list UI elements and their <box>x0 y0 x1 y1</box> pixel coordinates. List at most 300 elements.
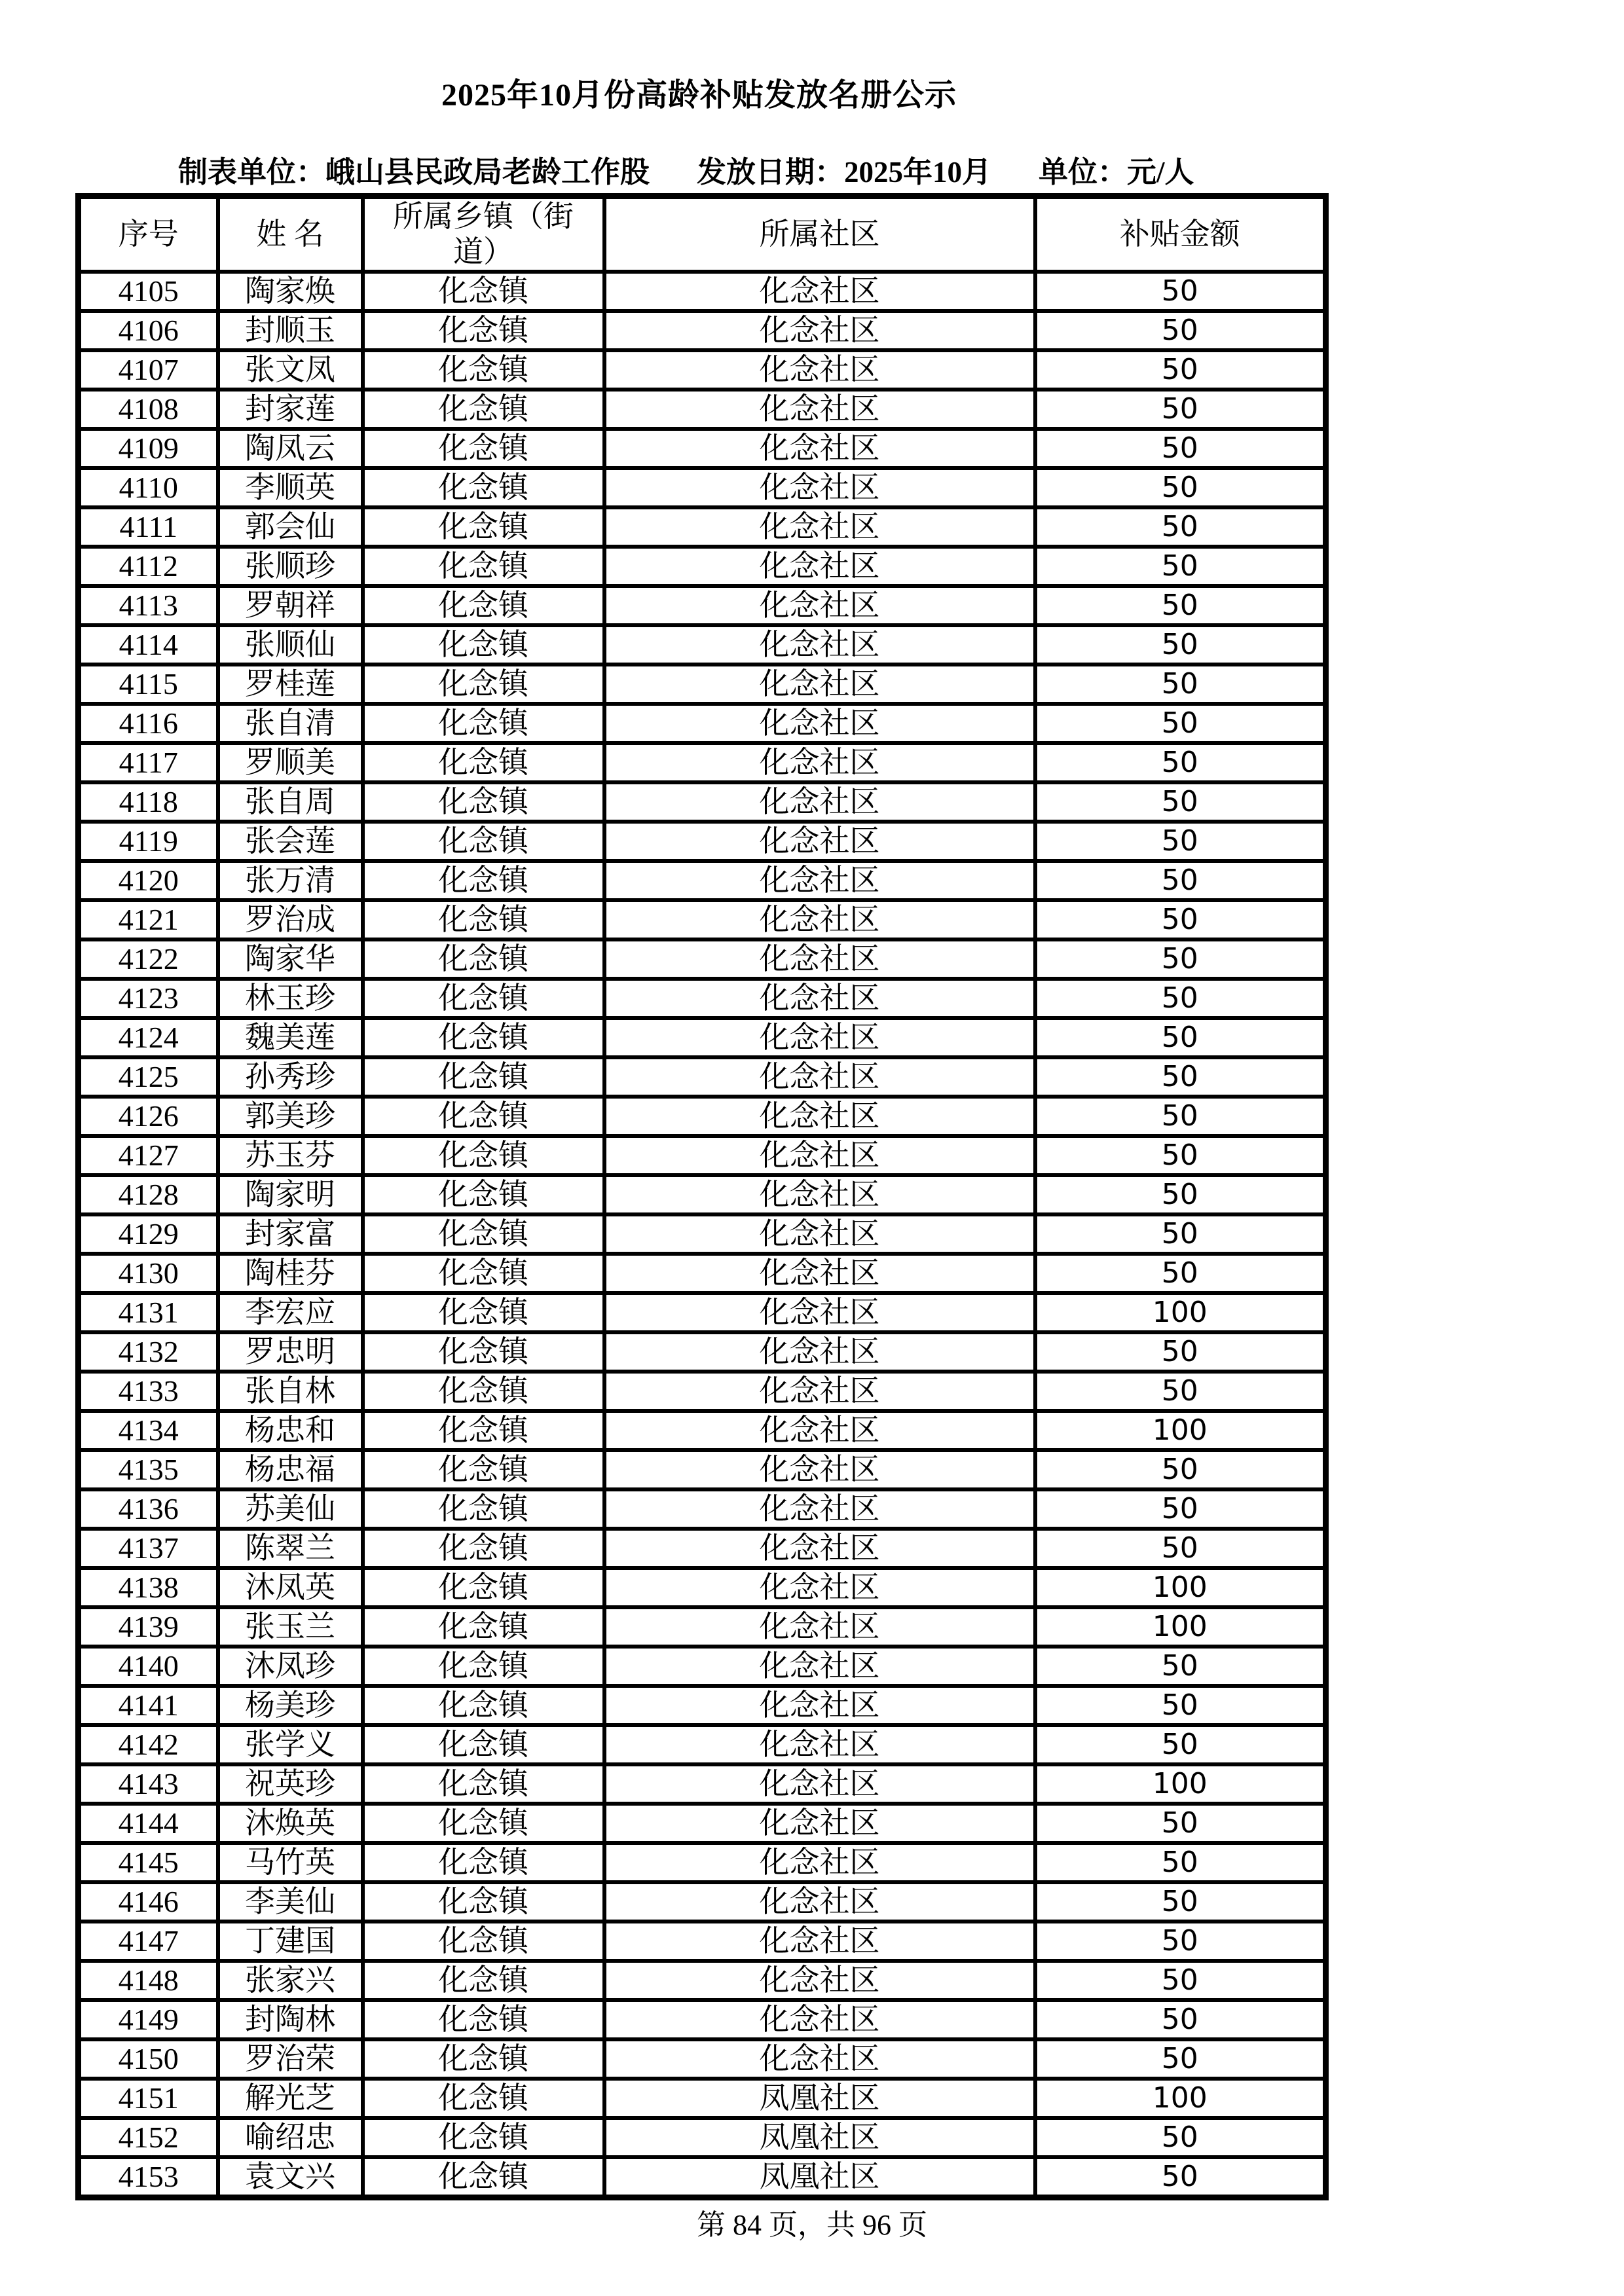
amount-cell: 50 <box>1035 1136 1326 1175</box>
serial-cell: 4111 <box>79 507 218 547</box>
amount-cell: 100 <box>1035 1568 1326 1607</box>
amount-cell: 50 <box>1035 1922 1326 1961</box>
name-cell: 张玉兰 <box>218 1607 363 1647</box>
table-row <box>79 1961 1326 2000</box>
town-cell: 化念镇 <box>363 939 604 979</box>
table-row <box>79 272 1326 311</box>
amount-cell: 50 <box>1035 1175 1326 1214</box>
community-cell: 化念社区 <box>604 782 1035 822</box>
community-cell: 化念社区 <box>604 507 1035 547</box>
amount-cell: 50 <box>1035 350 1326 390</box>
town-cell: 化念镇 <box>363 350 604 390</box>
table-row <box>79 1607 1326 1647</box>
amount-cell: 50 <box>1035 625 1326 665</box>
table-row <box>79 1450 1326 1489</box>
unit-label: 单位：元/人 <box>1039 156 1194 189</box>
town-cell: 化念镇 <box>363 1293 604 1332</box>
amount-cell: 50 <box>1035 2157 1326 2198</box>
community-cell: 化念社区 <box>604 704 1035 743</box>
table-row <box>79 1372 1326 1411</box>
amount-cell: 50 <box>1035 1804 1326 1843</box>
name-cell: 沐焕英 <box>218 1804 363 1843</box>
community-cell: 化念社区 <box>604 468 1035 507</box>
community-cell: 化念社区 <box>604 1607 1035 1647</box>
name-cell: 杨忠福 <box>218 1450 363 1489</box>
serial-cell: 4152 <box>79 2118 218 2157</box>
amount-cell: 50 <box>1035 2039 1326 2079</box>
serial-cell: 4140 <box>79 1647 218 1686</box>
table-row <box>79 1647 1326 1686</box>
name-cell: 陶凤云 <box>218 429 363 468</box>
table-row <box>79 1725 1326 1764</box>
community-cell: 凤凰社区 <box>604 2157 1035 2198</box>
amount-cell: 50 <box>1035 1843 1326 1882</box>
amount-cell: 50 <box>1035 1018 1326 1057</box>
name-cell: 沐凤英 <box>218 1568 363 1607</box>
serial-cell: 4126 <box>79 1097 218 1136</box>
amount-cell: 50 <box>1035 429 1326 468</box>
town-cell: 化念镇 <box>363 468 604 507</box>
amount-cell: 50 <box>1035 1254 1326 1293</box>
amount-cell: 50 <box>1035 1529 1326 1568</box>
town-cell: 化念镇 <box>363 507 604 547</box>
amount-cell: 50 <box>1035 861 1326 900</box>
table-row <box>79 782 1326 822</box>
community-cell: 化念社区 <box>604 1450 1035 1489</box>
name-cell: 祝英珍 <box>218 1764 363 1804</box>
town-cell: 化念镇 <box>363 822 604 861</box>
serial-cell: 4146 <box>79 1882 218 1922</box>
community-cell: 化念社区 <box>604 311 1035 350</box>
name-cell: 罗顺美 <box>218 743 363 782</box>
table-row <box>79 861 1326 900</box>
name-cell: 罗治成 <box>218 900 363 939</box>
serial-cell: 4143 <box>79 1764 218 1804</box>
community-cell: 化念社区 <box>604 1254 1035 1293</box>
amount-cell: 50 <box>1035 1057 1326 1097</box>
name-cell: 李美仙 <box>218 1882 363 1922</box>
community-cell: 化念社区 <box>604 743 1035 782</box>
town-cell: 化念镇 <box>363 1254 604 1293</box>
name-cell: 袁文兴 <box>218 2157 363 2198</box>
town-cell: 化念镇 <box>363 1175 604 1214</box>
community-cell: 化念社区 <box>604 1647 1035 1686</box>
name-cell: 解光芝 <box>218 2079 363 2118</box>
name-cell: 封家富 <box>218 1214 363 1254</box>
serial-cell: 4136 <box>79 1489 218 1529</box>
town-cell: 化念镇 <box>363 1450 604 1489</box>
table-row <box>79 1293 1326 1332</box>
community-cell: 化念社区 <box>604 429 1035 468</box>
table-row <box>79 2000 1326 2039</box>
table-row <box>79 979 1326 1018</box>
serial-cell: 4147 <box>79 1922 218 1961</box>
community-cell: 化念社区 <box>604 547 1035 586</box>
name-cell: 陈翠兰 <box>218 1529 363 1568</box>
community-cell: 化念社区 <box>604 1568 1035 1607</box>
name-cell: 沐凤珍 <box>218 1647 363 1686</box>
serial-cell: 4119 <box>79 822 218 861</box>
amount-cell: 50 <box>1035 822 1326 861</box>
town-cell: 化念镇 <box>363 2039 604 2079</box>
community-cell: 化念社区 <box>604 861 1035 900</box>
table-row <box>79 822 1326 861</box>
serial-cell: 4153 <box>79 2157 218 2198</box>
serial-cell: 4137 <box>79 1529 218 1568</box>
community-cell: 化念社区 <box>604 1411 1035 1450</box>
page-number-footer: 第 84 页，共 96 页 <box>697 2209 927 2241</box>
table-row <box>79 1882 1326 1922</box>
town-cell: 化念镇 <box>363 625 604 665</box>
town-cell: 化念镇 <box>363 900 604 939</box>
table-row <box>79 350 1326 390</box>
community-cell: 凤凰社区 <box>604 2079 1035 2118</box>
town-cell: 化念镇 <box>363 1961 604 2000</box>
community-cell: 凤凰社区 <box>604 2118 1035 2157</box>
amount-cell: 50 <box>1035 900 1326 939</box>
serial-cell: 4114 <box>79 625 218 665</box>
community-cell: 化念社区 <box>604 272 1035 311</box>
community-cell: 化念社区 <box>604 665 1035 704</box>
town-cell: 化念镇 <box>363 704 604 743</box>
town-cell: 化念镇 <box>363 1804 604 1843</box>
amount-cell: 50 <box>1035 1961 1326 2000</box>
amount-cell: 50 <box>1035 1097 1326 1136</box>
name-cell: 封陶林 <box>218 2000 363 2039</box>
amount-cell: 50 <box>1035 468 1326 507</box>
table-row <box>79 1254 1326 1293</box>
name-cell: 陶家明 <box>218 1175 363 1214</box>
serial-cell: 4145 <box>79 1843 218 1882</box>
town-cell: 化念镇 <box>363 390 604 429</box>
community-cell: 化念社区 <box>604 1372 1035 1411</box>
table-row <box>79 1568 1326 1607</box>
community-cell: 化念社区 <box>604 1529 1035 1568</box>
header-name: 姓 名 <box>218 196 363 272</box>
amount-cell: 50 <box>1035 272 1326 311</box>
amount-cell: 50 <box>1035 1450 1326 1489</box>
town-cell: 化念镇 <box>363 1922 604 1961</box>
community-cell: 化念社区 <box>604 1057 1035 1097</box>
table-row <box>79 507 1326 547</box>
serial-cell: 4110 <box>79 468 218 507</box>
serial-cell: 4129 <box>79 1214 218 1254</box>
serial-cell: 4112 <box>79 547 218 586</box>
name-cell: 马竹英 <box>218 1843 363 1882</box>
community-cell: 化念社区 <box>604 1922 1035 1961</box>
town-cell: 化念镇 <box>363 1411 604 1450</box>
town-cell: 化念镇 <box>363 1568 604 1607</box>
town-cell: 化念镇 <box>363 429 604 468</box>
town-cell: 化念镇 <box>363 547 604 586</box>
table-row <box>79 390 1326 429</box>
name-cell: 杨美珍 <box>218 1686 363 1725</box>
amount-cell: 100 <box>1035 1411 1326 1450</box>
name-cell: 苏美仙 <box>218 1489 363 1529</box>
table-meta-line <box>178 148 1194 191</box>
table-row <box>79 1018 1326 1057</box>
community-cell: 化念社区 <box>604 979 1035 1018</box>
serial-cell: 4150 <box>79 2039 218 2079</box>
name-cell: 孙秀珍 <box>218 1057 363 1097</box>
serial-cell: 4142 <box>79 1725 218 1764</box>
name-cell: 陶桂芬 <box>218 1254 363 1293</box>
table-row <box>79 1764 1326 1804</box>
amount-cell: 50 <box>1035 939 1326 979</box>
community-cell: 化念社区 <box>604 390 1035 429</box>
community-cell: 化念社区 <box>604 1175 1035 1214</box>
name-cell: 张学义 <box>218 1725 363 1764</box>
name-cell: 丁建国 <box>218 1922 363 1961</box>
town-cell: 化念镇 <box>363 1332 604 1372</box>
table-row <box>79 1057 1326 1097</box>
serial-cell: 4123 <box>79 979 218 1018</box>
town-cell: 化念镇 <box>363 1372 604 1411</box>
amount-cell: 50 <box>1035 547 1326 586</box>
table-row <box>79 1922 1326 1961</box>
community-cell: 化念社区 <box>604 1293 1035 1332</box>
town-cell: 化念镇 <box>363 2079 604 2118</box>
town-cell: 化念镇 <box>363 1843 604 1882</box>
serial-cell: 4134 <box>79 1411 218 1450</box>
subsidy-roster-table <box>75 193 1329 2200</box>
table-row <box>79 1686 1326 1725</box>
town-cell: 化念镇 <box>363 2118 604 2157</box>
amount-cell: 100 <box>1035 1764 1326 1804</box>
serial-cell: 4149 <box>79 2000 218 2039</box>
amount-cell: 100 <box>1035 2079 1326 2118</box>
name-cell: 张万清 <box>218 861 363 900</box>
town-cell: 化念镇 <box>363 1607 604 1647</box>
community-cell: 化念社区 <box>604 1764 1035 1804</box>
community-cell: 化念社区 <box>604 939 1035 979</box>
page-title: 2025年10月份高龄补贴发放名册公示 <box>441 78 957 113</box>
table-row <box>79 1804 1326 1843</box>
serial-cell: 4120 <box>79 861 218 900</box>
community-cell: 化念社区 <box>604 822 1035 861</box>
name-cell: 张自周 <box>218 782 363 822</box>
amount-cell: 50 <box>1035 1214 1326 1254</box>
serial-cell: 4113 <box>79 586 218 625</box>
town-cell: 化念镇 <box>363 311 604 350</box>
table-row <box>79 939 1326 979</box>
serial-cell: 4132 <box>79 1332 218 1372</box>
serial-cell: 4105 <box>79 272 218 311</box>
town-cell: 化念镇 <box>363 1214 604 1254</box>
name-cell: 张会莲 <box>218 822 363 861</box>
serial-cell: 4121 <box>79 900 218 939</box>
town-cell: 化念镇 <box>363 272 604 311</box>
serial-cell: 4115 <box>79 665 218 704</box>
serial-cell: 4128 <box>79 1175 218 1214</box>
name-cell: 陶家焕 <box>218 272 363 311</box>
serial-cell: 4144 <box>79 1804 218 1843</box>
header-serial: 序号 <box>79 196 218 272</box>
table-body <box>79 272 1326 2198</box>
prepared-by-label: 制表单位：峨山县民政局老龄工作股 <box>178 156 650 189</box>
name-cell: 喻绍忠 <box>218 2118 363 2157</box>
serial-cell: 4151 <box>79 2079 218 2118</box>
community-cell: 化念社区 <box>604 1843 1035 1882</box>
town-cell: 化念镇 <box>363 861 604 900</box>
serial-cell: 4139 <box>79 1607 218 1647</box>
community-cell: 化念社区 <box>604 2000 1035 2039</box>
table-row <box>79 1489 1326 1529</box>
serial-cell: 4117 <box>79 743 218 782</box>
table-row <box>79 2039 1326 2079</box>
town-cell: 化念镇 <box>363 1647 604 1686</box>
serial-cell: 4116 <box>79 704 218 743</box>
amount-cell: 50 <box>1035 1647 1326 1686</box>
serial-cell: 4107 <box>79 350 218 390</box>
town-cell: 化念镇 <box>363 782 604 822</box>
name-cell: 封家莲 <box>218 390 363 429</box>
serial-cell: 4138 <box>79 1568 218 1607</box>
issue-date-label: 发放日期：2025年10月 <box>697 156 992 189</box>
name-cell: 张文凤 <box>218 350 363 390</box>
amount-cell: 50 <box>1035 782 1326 822</box>
name-cell: 张自清 <box>218 704 363 743</box>
table-row <box>79 625 1326 665</box>
serial-cell: 4148 <box>79 1961 218 2000</box>
community-cell: 化念社区 <box>604 1804 1035 1843</box>
table-header <box>79 196 1326 272</box>
name-cell: 罗治荣 <box>218 2039 363 2079</box>
table-row <box>79 2157 1326 2198</box>
community-cell: 化念社区 <box>604 1882 1035 1922</box>
header-community: 所属社区 <box>604 196 1035 272</box>
serial-cell: 4109 <box>79 429 218 468</box>
serial-cell: 4130 <box>79 1254 218 1293</box>
town-cell: 化念镇 <box>363 586 604 625</box>
amount-cell: 50 <box>1035 2118 1326 2157</box>
table-row <box>79 468 1326 507</box>
table-row <box>79 1411 1326 1450</box>
community-cell: 化念社区 <box>604 1489 1035 1529</box>
table-row <box>79 665 1326 704</box>
serial-cell: 4118 <box>79 782 218 822</box>
community-cell: 化念社区 <box>604 1332 1035 1372</box>
name-cell: 张自林 <box>218 1372 363 1411</box>
town-cell: 化念镇 <box>363 1764 604 1804</box>
name-cell: 李顺英 <box>218 468 363 507</box>
amount-cell: 100 <box>1035 1607 1326 1647</box>
table-row <box>79 1332 1326 1372</box>
serial-cell: 4108 <box>79 390 218 429</box>
serial-cell: 4122 <box>79 939 218 979</box>
header-amount: 补贴金额 <box>1035 196 1326 272</box>
town-cell: 化念镇 <box>363 2000 604 2039</box>
table-row <box>79 704 1326 743</box>
table-row <box>79 1136 1326 1175</box>
town-cell: 化念镇 <box>363 1725 604 1764</box>
serial-cell: 4125 <box>79 1057 218 1097</box>
town-cell: 化念镇 <box>363 2157 604 2198</box>
town-cell: 化念镇 <box>363 743 604 782</box>
table-row <box>79 1843 1326 1882</box>
table-row <box>79 1529 1326 1568</box>
serial-cell: 4135 <box>79 1450 218 1489</box>
name-cell: 魏美莲 <box>218 1018 363 1057</box>
serial-cell: 4127 <box>79 1136 218 1175</box>
amount-cell: 50 <box>1035 1372 1326 1411</box>
serial-cell: 4131 <box>79 1293 218 1332</box>
town-cell: 化念镇 <box>363 1018 604 1057</box>
community-cell: 化念社区 <box>604 1136 1035 1175</box>
name-cell: 郭会仙 <box>218 507 363 547</box>
table-row <box>79 547 1326 586</box>
name-cell: 罗桂莲 <box>218 665 363 704</box>
town-cell: 化念镇 <box>363 1529 604 1568</box>
table-row <box>79 1214 1326 1254</box>
community-cell: 化念社区 <box>604 2039 1035 2079</box>
community-cell: 化念社区 <box>604 900 1035 939</box>
town-cell: 化念镇 <box>363 979 604 1018</box>
serial-cell: 4141 <box>79 1686 218 1725</box>
name-cell: 张顺仙 <box>218 625 363 665</box>
community-cell: 化念社区 <box>604 586 1035 625</box>
name-cell: 罗忠明 <box>218 1332 363 1372</box>
name-cell: 罗朝祥 <box>218 586 363 625</box>
community-cell: 化念社区 <box>604 625 1035 665</box>
amount-cell: 50 <box>1035 1882 1326 1922</box>
town-cell: 化念镇 <box>363 1882 604 1922</box>
amount-cell: 50 <box>1035 586 1326 625</box>
town-cell: 化念镇 <box>363 1136 604 1175</box>
table-row <box>79 586 1326 625</box>
name-cell: 封顺玉 <box>218 311 363 350</box>
name-cell: 张顺珍 <box>218 547 363 586</box>
header-town: 所属乡镇（街道） <box>363 196 604 272</box>
amount-cell: 50 <box>1035 311 1326 350</box>
name-cell: 陶家华 <box>218 939 363 979</box>
amount-cell: 50 <box>1035 704 1326 743</box>
name-cell: 张家兴 <box>218 1961 363 2000</box>
table-row <box>79 429 1326 468</box>
community-cell: 化念社区 <box>604 1214 1035 1254</box>
name-cell: 林玉珍 <box>218 979 363 1018</box>
community-cell: 化念社区 <box>604 1725 1035 1764</box>
amount-cell: 100 <box>1035 1293 1326 1332</box>
amount-cell: 50 <box>1035 2000 1326 2039</box>
community-cell: 化念社区 <box>604 350 1035 390</box>
serial-cell: 4106 <box>79 311 218 350</box>
amount-cell: 50 <box>1035 979 1326 1018</box>
amount-cell: 50 <box>1035 507 1326 547</box>
amount-cell: 50 <box>1035 1686 1326 1725</box>
amount-cell: 50 <box>1035 743 1326 782</box>
table-row <box>79 2118 1326 2157</box>
town-cell: 化念镇 <box>363 1097 604 1136</box>
amount-cell: 50 <box>1035 390 1326 429</box>
name-cell: 苏玉芬 <box>218 1136 363 1175</box>
name-cell: 杨忠和 <box>218 1411 363 1450</box>
serial-cell: 4133 <box>79 1372 218 1411</box>
header-row <box>79 196 1326 272</box>
amount-cell: 50 <box>1035 665 1326 704</box>
town-cell: 化念镇 <box>363 665 604 704</box>
table-row <box>79 743 1326 782</box>
town-cell: 化念镇 <box>363 1057 604 1097</box>
town-cell: 化念镇 <box>363 1489 604 1529</box>
amount-cell: 50 <box>1035 1725 1326 1764</box>
name-cell: 郭美珍 <box>218 1097 363 1136</box>
table-row <box>79 900 1326 939</box>
town-cell: 化念镇 <box>363 1686 604 1725</box>
table-row <box>79 1097 1326 1136</box>
community-cell: 化念社区 <box>604 1097 1035 1136</box>
community-cell: 化念社区 <box>604 1018 1035 1057</box>
